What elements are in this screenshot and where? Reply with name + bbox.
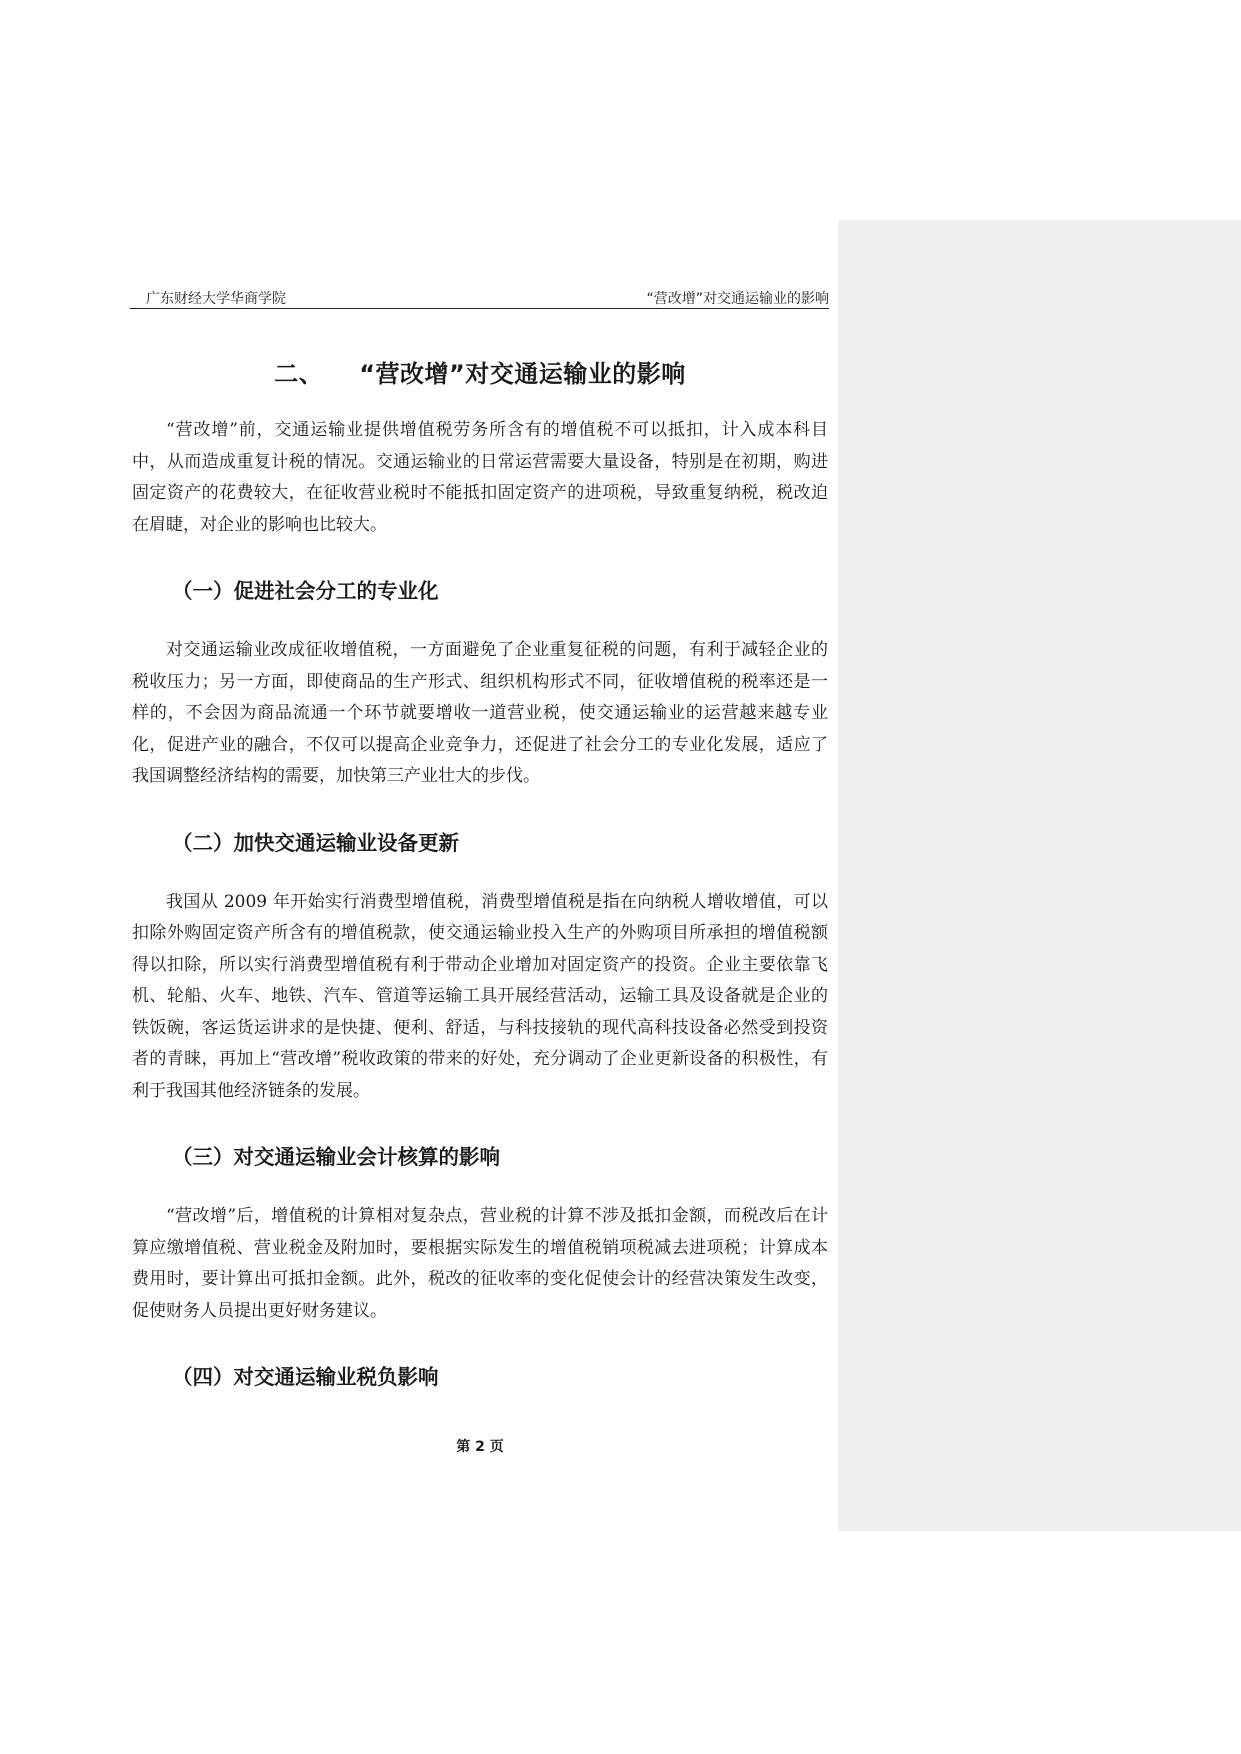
section-paragraph-1: 对交通运输业改成征收增值税，一方面避免了企业重复征税的问题，有利于减轻企业的税收压力；另一方面，即使商品的生产形式、组织机构形式不同，征收增值税的税率还是一样的，不会因为商品流通一个环节就要增收一道营业税，使交通运输业的运营越来越专业化，促进产业的融合，不仅可以提高企业竞争力，还促进了社会分工的专业化发展，适应了我国调整经济结构的需要，加快第三产业壮大的步伐。 bbox=[132, 640, 828, 786]
page-body bbox=[132, 350, 828, 1407]
section-title-3: （三）对交通运输业会计核算的影响 bbox=[172, 1145, 500, 1169]
intro-paragraph: “营改增”前，交通运输业提供增值税劳务所含有的增值税不可以抵扣，计入成本科目中，从而造成重复计税的情况。交通运输业的日常运营需要大量设备，特别是在初期，购进固定资产的花费较大，在征收营业税时不能抵扣固定资产的进项税，导致重复纳税，税改迫在眉睫，对企业的影响也比较大。 bbox=[132, 420, 828, 535]
header-school: 广东财经大学华商学院 bbox=[146, 291, 286, 307]
section-title-1: （一）促进社会分工的专业化 bbox=[172, 579, 439, 603]
chapter-number: 二、 bbox=[274, 360, 324, 388]
section-paragraph-3: “营改增”后，增值税的计算相对复杂点，营业税的计算不涉及抵扣金额，而税改后在计算应缴增值税、营业税金及附加时，要根据实际发生的增值税销项税减去进项税；计算成本费用时，要计算出可抵扣金额。此外，税改的征收率的变化促使会计的经营决策发生改变，促使财务人员提出更好财务建议。 bbox=[132, 1206, 828, 1321]
chapter-title bbox=[132, 354, 828, 389]
section-paragraph-2: 我国从 2009 年开始实行消费型增值税，消费型增值税是指在向纳税人增收增值，可以扣除外购固定资产所含有的增值税款，使交通运输业投入生产的外购项目所承担的增值税额得以扣除，所以实行消费型增值税有利于带动企业增加对固定资产的投资。企业主要依靠飞机、轮船、火车、地铁、汽车、管道等运输工具开展经营活动，运输工具及设备就是企业的铁饭碗，客运货运讲求的是快捷、便利、舒适，与科技接轨的现代高科技设备必然受到投资者的青睐，再加上“营改增”税收政策的带来的好处，充分调动了企业更新设备的积极性，有利于我国其他经济链条的发展。 bbox=[132, 891, 828, 1101]
page-header bbox=[130, 286, 829, 309]
comment-pane bbox=[838, 220, 1241, 1531]
section-title-2: （二）加快交通运输业设备更新 bbox=[172, 830, 459, 855]
page-number: 第 2 页 bbox=[456, 1439, 504, 1455]
chapter-title-text: “营改增”对交通运输业的影响 bbox=[359, 360, 686, 388]
section-title-4: （四）对交通运输业税负影响 bbox=[172, 1365, 439, 1389]
header-doc-title: “营改增”对交通运输业的影响 bbox=[646, 291, 829, 307]
